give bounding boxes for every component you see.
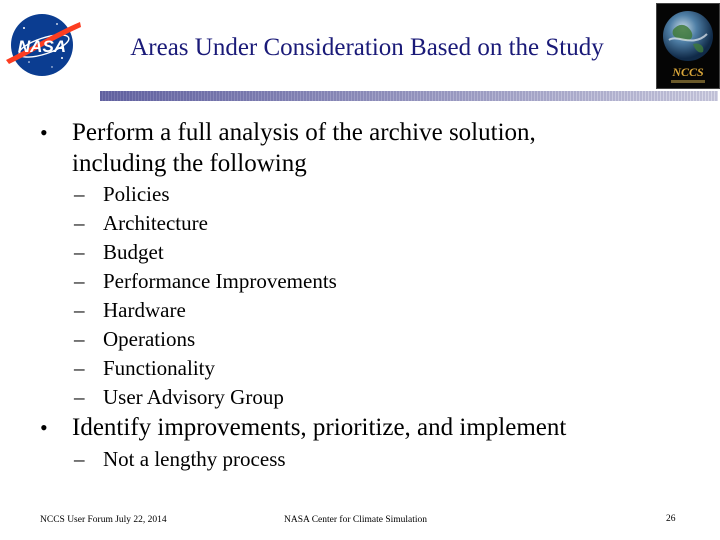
nccs-emblem-text: NCCS [672, 65, 704, 79]
sub-item-text: Architecture [103, 211, 208, 235]
page-number: 26 [666, 514, 676, 524]
sub-item-text: Operations [103, 327, 196, 351]
footer-center: NASA Center for Climate Simulation [284, 515, 428, 525]
bullet-text-line: Identify improvements, prioritize, and implement [72, 414, 567, 441]
nasa-logo [2, 12, 82, 78]
dash-icon: – [74, 356, 85, 380]
nccs-globe-emblem [656, 3, 720, 89]
sub-item-text: Not a lengthy process [103, 447, 286, 471]
nasa-logo-text: NASA [17, 37, 67, 56]
bullet-icon: • [40, 415, 48, 440]
bullet-item [40, 412, 680, 443]
page-title: Areas Under Consideration Based on the Study [130, 34, 604, 61]
bullet-text-line: Perform a full analysis of the archive solution, [72, 119, 536, 146]
dash-icon: – [74, 327, 85, 351]
sub-item-text: Policies [103, 182, 170, 206]
sub-item-text: Budget [103, 240, 164, 264]
dash-icon: – [74, 385, 85, 409]
sub-item-text: User Advisory Group [103, 385, 284, 409]
dash-icon: – [74, 298, 85, 322]
sub-item-text: Hardware [103, 298, 186, 322]
footer-left: NCCS User Forum July 22, 2014 [40, 515, 167, 525]
bullet-item [40, 117, 680, 179]
sub-item-text: Functionality [103, 356, 215, 380]
dash-icon: – [74, 240, 85, 264]
dash-icon: – [74, 182, 85, 206]
dash-icon: – [74, 269, 85, 293]
dash-icon: – [74, 211, 85, 235]
title-divider-bar [100, 91, 718, 101]
bullet-icon: • [40, 120, 48, 145]
sub-item-text: Performance Improvements [103, 269, 337, 293]
dash-icon: – [74, 447, 85, 471]
bullet-text-line: including the following [72, 150, 307, 177]
